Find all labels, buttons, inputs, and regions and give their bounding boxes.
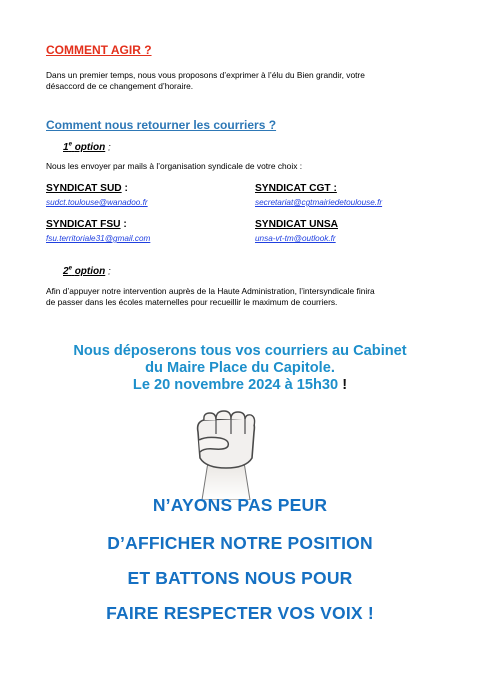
union-sud-name <box>46 183 128 194</box>
announcement-line-3-wrap <box>20 377 460 394</box>
option-2-colon: : <box>105 266 111 278</box>
intro-line-2: désaccord de ce changement d’horaire. <box>46 81 194 91</box>
option-2-sup: e <box>68 266 72 272</box>
raised-fist-icon <box>186 410 266 500</box>
union-unsa-name <box>255 219 338 230</box>
slogan-line-2: D’AFFICHER NOTRE POSITION <box>107 533 373 553</box>
intro-paragraph <box>46 70 365 92</box>
union-sud-label: SYNDICAT SUD <box>46 183 122 194</box>
option-1-title <box>63 142 111 153</box>
union-cgt-label: SYNDICAT CGT : <box>255 183 337 194</box>
option-2-line-1: Afin d’appuyer notre intervention auprès de la Haute Administration, l’intersyndicale finira <box>46 286 375 296</box>
intro-line-1: Dans un premier temps, nous vous proposons d’exprimer à l’élu du Bien grandir, votre <box>46 70 365 80</box>
announcement-line-3: Le 20 novembre 2024 à 15h30 <box>132 377 339 393</box>
announcement-line-2: du Maire Place du Capitole. <box>145 360 335 376</box>
option-2-paragraph <box>46 286 375 308</box>
announcement-exclamation: ! <box>338 377 348 393</box>
section-heading-comment-agir: COMMENT AGIR ? <box>46 43 152 57</box>
union-cgt-email-link[interactable]: secretariat@cgtmairiedetoulouse.fr <box>255 198 383 207</box>
option-1-sup: e <box>68 142 72 148</box>
union-sud-colon: : <box>121 183 128 194</box>
union-unsa-label: SYNDICAT UNSA <box>255 219 339 230</box>
slogan-line-4: FAIRE RESPECTER VOS VOIX ! <box>106 603 374 623</box>
option-2-line-2: de passer dans les écoles maternelles pour recueillir le maximum de courriers. <box>46 297 338 307</box>
option-2-number: 2 <box>63 266 69 278</box>
union-fsu-colon: : <box>120 219 127 230</box>
union-fsu-name <box>46 219 127 230</box>
option-1-text: Nous les envoyer par mails à l’organisation syndicale de votre choix : <box>46 161 303 171</box>
option-1-colon: : <box>105 142 111 154</box>
union-unsa-email-link[interactable]: unsa-vt-tm@outlook.fr <box>255 234 336 243</box>
option-1-number: 1 <box>63 142 69 154</box>
union-fsu-email-link[interactable]: fsu.territoriale31@gmail.com <box>46 234 151 243</box>
slogan-line-1: N’AYONS PAS PEUR <box>152 495 328 515</box>
option-2-word: option <box>74 266 106 278</box>
announcement-line-1: Nous déposerons tous vos courriers au Cabinet <box>73 343 407 359</box>
union-cgt-name <box>255 183 337 194</box>
option-1-word: option <box>74 142 106 154</box>
option-2-title <box>63 266 111 277</box>
slogan-line-3: ET BATTONS NOUS POUR <box>127 568 353 588</box>
section-heading-retour-courriers: Comment nous retourner les courriers ? <box>46 118 277 132</box>
union-fsu-label: SYNDICAT FSU <box>46 219 121 230</box>
announcement-block <box>20 343 460 394</box>
union-sud-email-link[interactable]: sudct.toulouse@wanadoo.fr <box>46 198 148 207</box>
